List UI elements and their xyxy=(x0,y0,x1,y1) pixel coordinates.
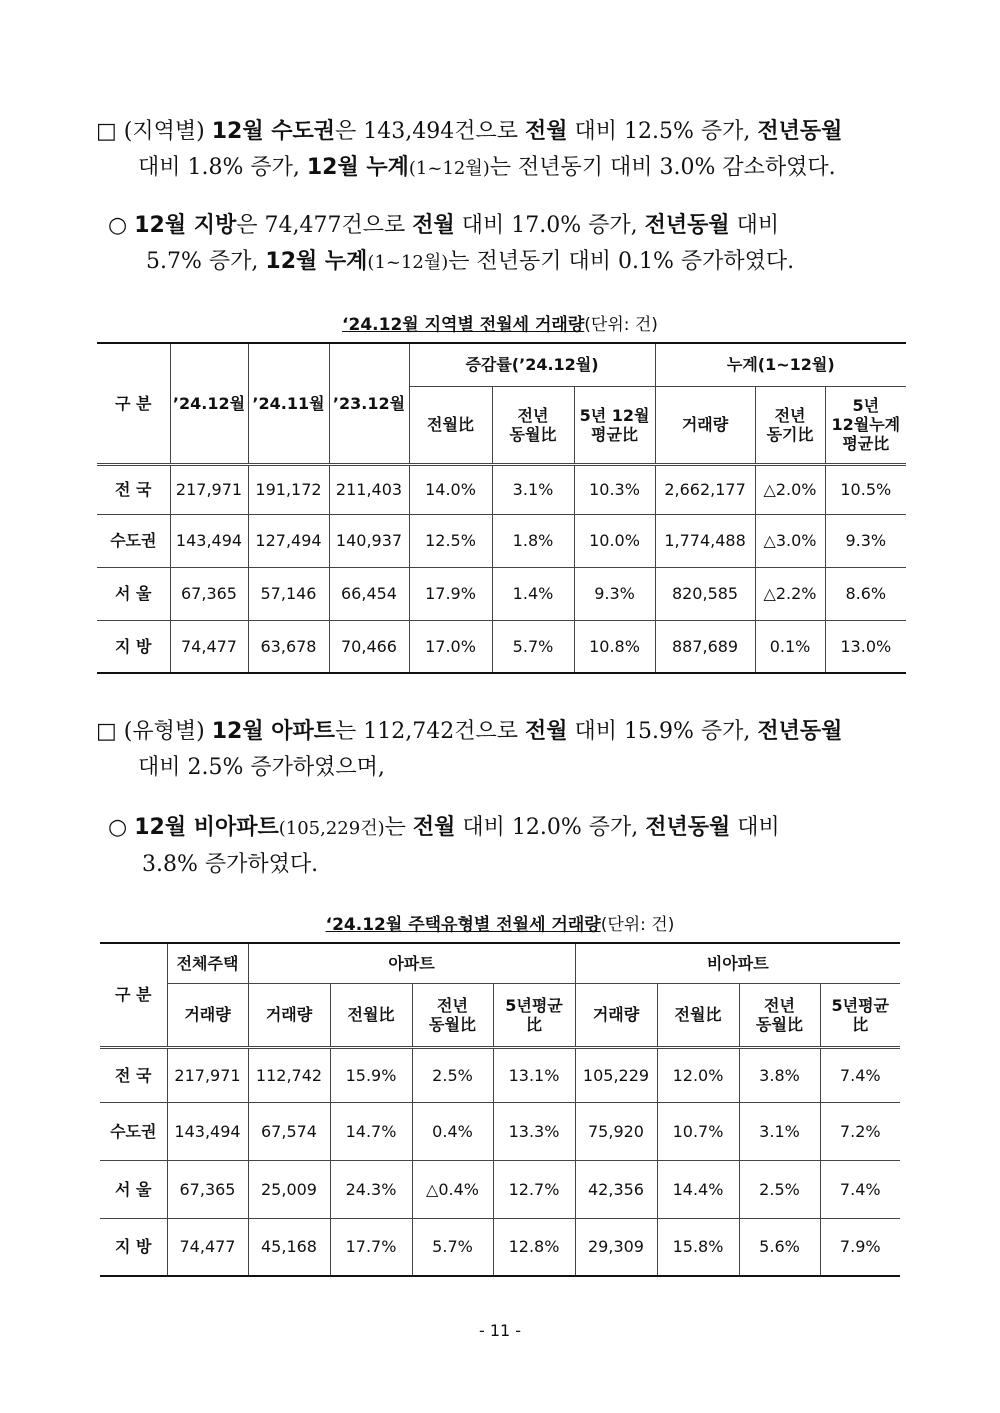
table2-title: ‘24.12월 주택유형별 전월세 거래량 xyxy=(325,915,601,935)
text-run: □ (지역별) xyxy=(96,119,212,144)
table1-cell: 10.3% xyxy=(574,464,655,514)
text-run: ○ xyxy=(108,815,135,840)
table2-cell: 10.7% xyxy=(657,1102,739,1160)
table1-cell: 1,774,488 xyxy=(655,514,755,567)
bold-text-run: 전월 xyxy=(524,119,568,144)
table2-cell: △0.4% xyxy=(412,1160,493,1218)
table2-cell: 12.8% xyxy=(493,1218,575,1276)
table2-header-apartment: 아파트 xyxy=(248,943,575,983)
table2-cell: 29,309 xyxy=(575,1218,657,1276)
text-run: 대비 1.8% 증가, xyxy=(138,155,307,180)
table1-header-yoy-cum: 전년 동기比 xyxy=(755,386,825,464)
type-nonapt-line-1 xyxy=(108,810,908,847)
table2-cell: 7.4% xyxy=(820,1047,900,1102)
table2-cell: 143,494 xyxy=(167,1102,248,1160)
text-run: □ (유형별) xyxy=(96,719,212,744)
table2-cell: 12.7% xyxy=(493,1160,575,1218)
table1-title: ‘24.12월 지역별 전월세 거래량 xyxy=(342,315,585,335)
table2-cell: 5.7% xyxy=(412,1218,493,1276)
bold-text-run: 12월 지방 xyxy=(134,213,237,238)
region-local-paragraph xyxy=(108,208,908,281)
table1-cell: 1.4% xyxy=(492,567,574,620)
table2-cell: 13.3% xyxy=(493,1102,575,1160)
region-table xyxy=(97,342,906,674)
table2-header-nonapt-yoy: 전년 동월比 xyxy=(739,983,820,1047)
table1-header-2411: ’24.11월 xyxy=(248,343,329,464)
table1-cell: 12.5% xyxy=(409,514,492,567)
text-run: (105,229건) xyxy=(278,818,385,839)
table1-header-2312: ’23.12월 xyxy=(329,343,409,464)
table1-cell: 191,172 xyxy=(248,464,329,514)
table2-row xyxy=(100,1102,900,1160)
table1-cell: 17.0% xyxy=(409,620,492,673)
bold-text-run: 12월 누계 xyxy=(265,249,368,274)
table1-header-5y-cum: 5년 12월누계 평균比 xyxy=(825,386,906,464)
table1-header-change-rate: 증감률(’24.12월) xyxy=(409,343,655,386)
bold-text-run: 12월 비아파트 xyxy=(134,815,279,840)
table2-header-apt-5y: 5년평균 比 xyxy=(493,983,575,1047)
table1-row xyxy=(97,514,906,567)
table2-cell: 7.4% xyxy=(820,1160,900,1218)
table2-cell: 67,574 xyxy=(248,1102,330,1160)
table2-cell: 42,356 xyxy=(575,1160,657,1218)
type-summary-line-1 xyxy=(96,714,908,750)
text-run: 는 xyxy=(384,815,413,840)
bold-text-run: 12월 수도권 xyxy=(211,119,335,144)
table1-header-gubun: 구 분 xyxy=(97,343,170,464)
table1-cell: 1.8% xyxy=(492,514,574,567)
table2-cell: 24.3% xyxy=(330,1160,412,1218)
page-number: - 11 - xyxy=(478,1321,522,1340)
table2-cell: 0.4% xyxy=(412,1102,493,1160)
table2-cell: 3.8% xyxy=(739,1047,820,1102)
table1-row xyxy=(97,567,906,620)
table2-cell: 67,365 xyxy=(167,1160,248,1218)
table2-header-nonapt-5y: 5년평균 比 xyxy=(820,983,900,1047)
table2-cell: 15.9% xyxy=(330,1047,412,1102)
text-run: (1~12월) xyxy=(367,252,449,273)
table2-header-nonapt-mom: 전월比 xyxy=(657,983,739,1047)
region-summary-line-1 xyxy=(96,114,908,150)
table2-row-label: 서 울 xyxy=(100,1160,167,1218)
table1-cell: 5.7% xyxy=(492,620,574,673)
table2-cell: 75,920 xyxy=(575,1102,657,1160)
table2-cell: 7.2% xyxy=(820,1102,900,1160)
text-run: 는 112,742건으로 xyxy=(335,719,525,744)
text-run: 대비 12.0% 증가, xyxy=(455,815,646,840)
table1-header-2412: ’24.12월 xyxy=(170,343,248,464)
table1-header-cumulative: 누계(1~12월) xyxy=(655,343,906,386)
table2-row xyxy=(100,1160,900,1218)
table1-caption xyxy=(0,310,1000,335)
table2-cell: 3.1% xyxy=(739,1102,820,1160)
table1-cell: 70,466 xyxy=(329,620,409,673)
table1-cell: 140,937 xyxy=(329,514,409,567)
table1-unit: (단위: 건) xyxy=(584,315,658,335)
table1-row-label: 지 방 xyxy=(97,620,170,673)
table2-cell: 7.9% xyxy=(820,1218,900,1276)
table2-header-apt-mom: 전월比 xyxy=(330,983,412,1047)
bold-text-run: 전년동월 xyxy=(644,213,730,238)
text-run: 는 전년동기 대비 3.0% 감소하였다. xyxy=(489,155,836,180)
table2-header-apt-volume: 거래량 xyxy=(248,983,330,1047)
table2-cell: 25,009 xyxy=(248,1160,330,1218)
table1-cell: 57,146 xyxy=(248,567,329,620)
table1-row-label: 서 울 xyxy=(97,567,170,620)
table2-cell: 14.4% xyxy=(657,1160,739,1218)
table2-unit: (단위: 건) xyxy=(600,915,675,935)
table1-header-mom: 전월比 xyxy=(409,386,492,464)
bold-text-run: 전월 xyxy=(524,719,568,744)
text-run: 대비 12.5% 증가, xyxy=(567,119,758,144)
table2-header-total-volume: 거래량 xyxy=(167,983,248,1047)
type-nonapt-paragraph xyxy=(108,810,908,883)
bold-text-run: 전월 xyxy=(412,815,456,840)
text-run: 은 143,494건으로 xyxy=(335,119,525,144)
text-run: 대비 xyxy=(729,213,780,238)
table1-cell: 63,678 xyxy=(248,620,329,673)
table2-cell: 2.5% xyxy=(739,1160,820,1218)
bold-text-run: 전년동월 xyxy=(645,815,731,840)
bold-text-run: 12월 누계 xyxy=(306,155,409,180)
region-summary-line-2 xyxy=(96,150,908,187)
table1-cell: 2,662,177 xyxy=(655,464,755,514)
table2-cell: 105,229 xyxy=(575,1047,657,1102)
table2-cell: 5.6% xyxy=(739,1218,820,1276)
table1-cell: 211,403 xyxy=(329,464,409,514)
table1-row xyxy=(97,464,906,514)
table2-caption xyxy=(0,910,1000,935)
bold-text-run: 전월 xyxy=(412,213,455,238)
table2-header-apt-yoy: 전년 동월比 xyxy=(412,983,493,1047)
table1-cell: 820,585 xyxy=(655,567,755,620)
text-run: 은 74,477건으로 xyxy=(236,213,413,238)
table1-cell: 8.6% xyxy=(825,567,906,620)
table1-cell: 66,454 xyxy=(329,567,409,620)
table2-cell: 12.0% xyxy=(657,1047,739,1102)
text-run: 대비 17.0% 증가, xyxy=(454,213,645,238)
bold-text-run: 12월 아파트 xyxy=(211,719,335,744)
text-run: 는 전년동기 대비 0.1% 증가하였다. xyxy=(448,249,795,274)
table1-header-volume: 거래량 xyxy=(655,386,755,464)
text-run: ○ xyxy=(108,213,135,238)
table1-cell: 10.8% xyxy=(574,620,655,673)
table2-row-label: 지 방 xyxy=(100,1218,167,1276)
table1-cell: △2.0% xyxy=(755,464,825,514)
table1-cell: 127,494 xyxy=(248,514,329,567)
table2-header-non-apartment: 비아파트 xyxy=(575,943,900,983)
table2-row xyxy=(100,1218,900,1276)
table1-cell: 14.0% xyxy=(409,464,492,514)
text-run: 3.8% 증가하였다. xyxy=(142,852,319,877)
table2-cell: 74,477 xyxy=(167,1218,248,1276)
table1-cell: 17.9% xyxy=(409,567,492,620)
table1-row-label: 전 국 xyxy=(97,464,170,514)
region-summary-paragraph xyxy=(96,114,908,187)
table1-cell: 10.0% xyxy=(574,514,655,567)
table1-row xyxy=(97,620,906,673)
table1-cell: 74,477 xyxy=(170,620,248,673)
table1-cell: 67,365 xyxy=(170,567,248,620)
table1-cell: 0.1% xyxy=(755,620,825,673)
region-local-line-2 xyxy=(108,244,908,281)
table1-cell: 3.1% xyxy=(492,464,574,514)
housing-type-table xyxy=(100,942,900,1277)
table2-cell: 13.1% xyxy=(493,1047,575,1102)
bold-text-run: 전년동월 xyxy=(757,119,843,144)
text-run: (1~12월) xyxy=(408,158,490,179)
table2-cell: 217,971 xyxy=(167,1047,248,1102)
table1-cell: △2.2% xyxy=(755,567,825,620)
table2-cell: 45,168 xyxy=(248,1218,330,1276)
table2-cell: 112,742 xyxy=(248,1047,330,1102)
region-local-line-1 xyxy=(108,208,908,244)
table1-cell: 887,689 xyxy=(655,620,755,673)
table2-cell: 2.5% xyxy=(412,1047,493,1102)
table1-cell: 13.0% xyxy=(825,620,906,673)
table1-cell: 9.3% xyxy=(574,567,655,620)
text-run: 대비 xyxy=(730,815,780,840)
table2-cell: 15.8% xyxy=(657,1218,739,1276)
table2-row-label: 전 국 xyxy=(100,1047,167,1102)
type-summary-line-2 xyxy=(96,750,908,786)
table2-header-gubun: 구 분 xyxy=(100,943,167,1047)
table2-header-nonapt-volume: 거래량 xyxy=(575,983,657,1047)
table1-cell: △3.0% xyxy=(755,514,825,567)
table2-cell: 14.7% xyxy=(330,1102,412,1160)
bold-text-run: 전년동월 xyxy=(757,719,843,744)
table1-cell: 10.5% xyxy=(825,464,906,514)
text-run: 대비 15.9% 증가, xyxy=(567,719,758,744)
table2-row xyxy=(100,1047,900,1102)
table1-header-5y: 5년 12월 평균比 xyxy=(574,386,655,464)
text-run: 대비 2.5% 증가하였으며, xyxy=(138,755,385,780)
table1-header-yoy: 전년 동월比 xyxy=(492,386,574,464)
text-run: 5.7% 증가, xyxy=(146,249,266,274)
type-summary-paragraph xyxy=(96,714,908,786)
table1-row-label: 수도권 xyxy=(97,514,170,567)
type-nonapt-line-2 xyxy=(108,847,908,883)
table2-cell: 17.7% xyxy=(330,1218,412,1276)
table1-cell: 217,971 xyxy=(170,464,248,514)
table1-cell: 143,494 xyxy=(170,514,248,567)
table1-cell: 9.3% xyxy=(825,514,906,567)
table2-row-label: 수도권 xyxy=(100,1102,167,1160)
table2-header-total: 전체주택 xyxy=(167,943,248,983)
